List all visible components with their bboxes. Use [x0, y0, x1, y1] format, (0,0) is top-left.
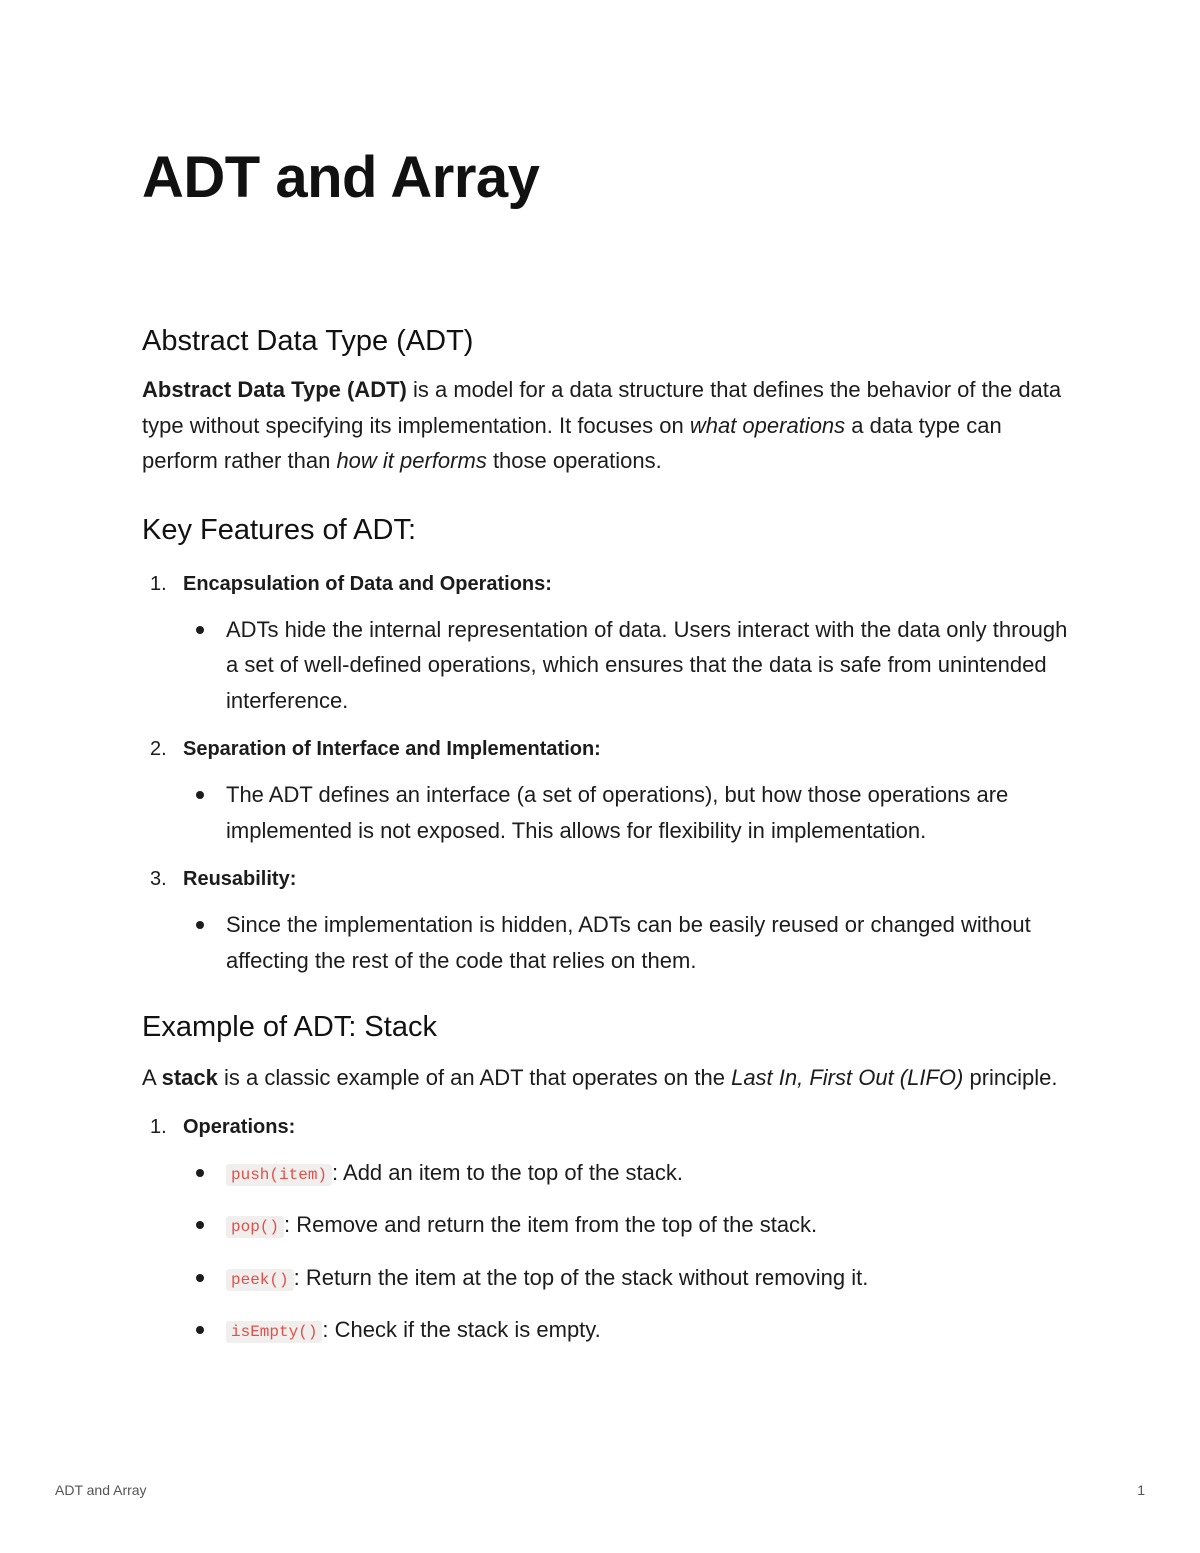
section-heading-stack-example: Example of ADT: Stack: [142, 1011, 437, 1043]
operations-label: Operations:: [183, 1115, 296, 1138]
list-number: 3.: [150, 868, 167, 890]
list-number: 1.: [150, 1115, 167, 1138]
bullet-item: ADTs hide the internal representation of data. Users interact with the data only through a set of well-defined operations, which ensures that the data is safe from unintended interference.: [183, 612, 1072, 719]
stack-intro-paragraph: A stack is a classic example of an ADT that operates on the Last In, First Out (LIFO) principle.: [142, 1065, 1058, 1090]
list-item: [142, 862, 1072, 978]
bullet-item: The ADT defines an interface (a set of operations), but how those operations are implemented is not exposed. This allows for flexibility in implementation.: [183, 777, 1072, 848]
list-item: [142, 1110, 1072, 1351]
document-content: [142, 318, 1072, 1351]
adt-term: Abstract Data Type (ADT): [142, 377, 407, 402]
stack-term: stack: [161, 1065, 218, 1090]
operation-item-peek: peek() : Return the item at the top of the stack without removing it.: [183, 1260, 1072, 1299]
adt-definition-paragraph: Abstract Data Type (ADT) is a model for a data structure that defines the behavior of the data type without specifying its implementation. It focuses on what operations a data type can perform rather than how it performs those operations.: [142, 377, 1062, 473]
page-number: 1: [1137, 1482, 1145, 1498]
bullet-dot-icon: [196, 791, 204, 799]
list-item: [142, 732, 1072, 848]
code-isempty: isEmpty(): [226, 1321, 322, 1343]
bullet-dot-icon: [196, 1274, 204, 1282]
section-heading-key-features: Key Features of ADT:: [142, 513, 417, 546]
bullet-dot-icon: [196, 1169, 204, 1177]
page-title: ADT and Array: [142, 145, 540, 210]
bullet-dot-icon: [196, 1221, 204, 1229]
bullet-item: Since the implementation is hidden, ADTs can be easily reused or changed without affecting the rest of the code that relies on them.: [183, 907, 1072, 978]
list-number: 2.: [150, 738, 167, 760]
operation-item-pop: pop() : Remove and return the item from the top of the stack.: [183, 1207, 1072, 1246]
code-pop: pop(): [226, 1216, 284, 1238]
feature-bullets: [183, 907, 1072, 978]
operation-item-isempty: isEmpty() : Check if the stack is empty.: [183, 1312, 1072, 1351]
bullet-dot-icon: [196, 921, 204, 929]
bullet-dot-icon: [196, 626, 204, 634]
key-features-list: [142, 567, 1072, 979]
code-push: push(item): [226, 1164, 332, 1186]
operations-bullets: [183, 1155, 1072, 1351]
list-number: 1.: [150, 572, 167, 595]
feature-bullets: [183, 777, 1072, 848]
feature-label: Reusability:: [183, 868, 297, 890]
feature-bullets: [183, 612, 1072, 719]
section-heading-adt: Abstract Data Type (ADT): [142, 325, 474, 357]
feature-label: Encapsulation of Data and Operations:: [183, 572, 552, 595]
bullet-dot-icon: [196, 1326, 204, 1334]
operation-item-push: push(item) : Add an item to the top of the stack.: [183, 1155, 1072, 1194]
stack-operations-list: [142, 1110, 1072, 1351]
code-peek: peek(): [226, 1269, 294, 1291]
feature-label: Separation of Interface and Implementation:: [183, 738, 601, 760]
list-item: [142, 567, 1072, 719]
footer-title: ADT and Array: [55, 1482, 147, 1498]
